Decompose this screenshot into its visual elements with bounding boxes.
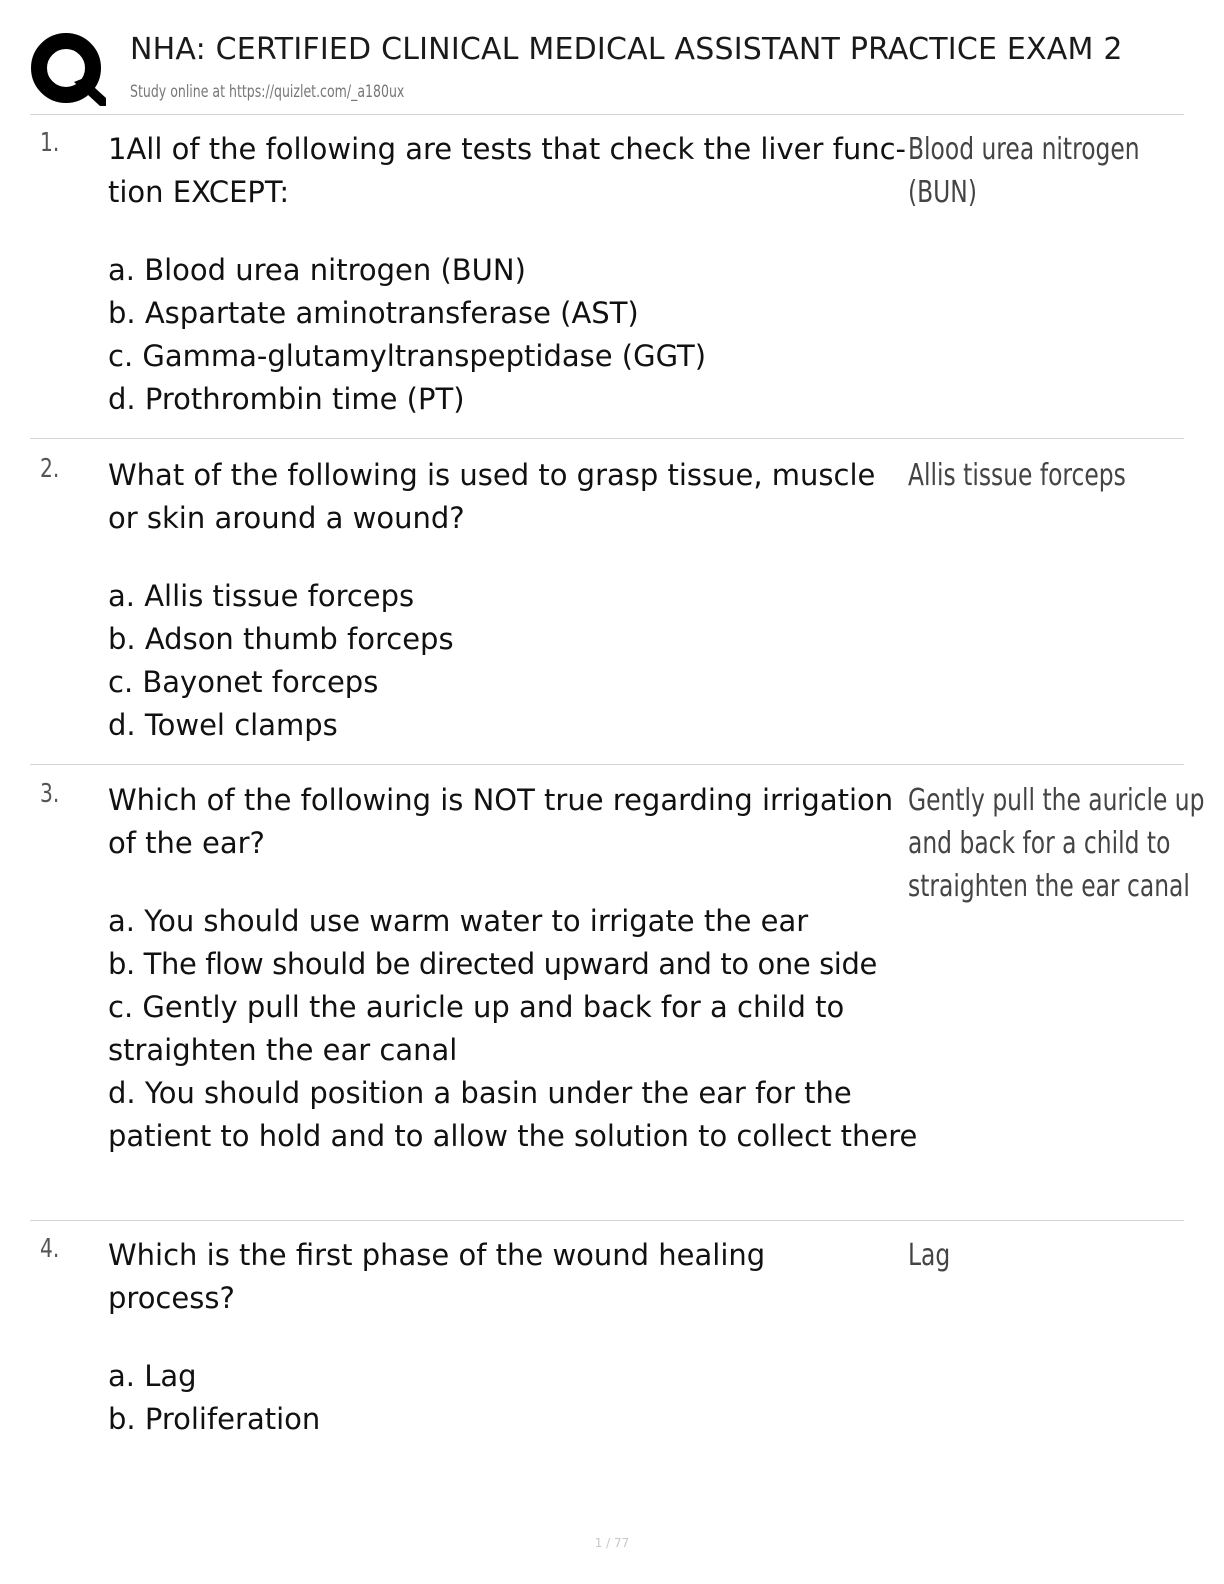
- question-text: Which of the following is NOT true regarding irrigation of the ear?: [108, 783, 894, 860]
- question-number: 1.: [40, 128, 60, 158]
- question-card: [30, 1234, 1184, 1464]
- choice-item: b. Adson thumb forceps: [108, 622, 454, 656]
- question-body: [108, 1234, 808, 1441]
- choice-item: c. Bayonet forceps: [108, 665, 379, 699]
- choice-item: d. Towel clamps: [108, 708, 338, 742]
- question-body: [108, 454, 908, 747]
- choice-item: a. You should use warm water to irrigate the ear: [108, 904, 809, 938]
- question-card: [30, 779, 1205, 1221]
- answer-line: straighten the ear canal: [908, 869, 1190, 904]
- header-divider: [30, 114, 1184, 115]
- answer: [908, 779, 1205, 908]
- answer-line: Lag: [908, 1238, 951, 1273]
- answer-line: Gently pull the auricle up: [908, 783, 1205, 818]
- answer: [908, 1234, 1142, 1277]
- choice-item: b. Proliferation: [108, 1402, 321, 1436]
- question-number: 2.: [40, 454, 60, 484]
- answer-line: Blood urea nitrogen: [908, 132, 1140, 167]
- quizlet-q-logo-icon: [30, 32, 106, 108]
- question-body: [108, 779, 918, 1158]
- question-number: 4.: [40, 1234, 60, 1264]
- question-text: Which is the first phase of the wound healing process?: [108, 1238, 766, 1315]
- question-card: [30, 128, 1184, 439]
- choice-item: c. Gently pull the auricle up and back for a child to straighten the ear canal: [108, 990, 845, 1067]
- question-divider: [30, 764, 1184, 765]
- answer-line: Allis tissue forceps: [908, 458, 1126, 493]
- choice-item: a. Allis tissue forceps: [108, 579, 415, 613]
- choice-item: d. Prothrombin time (PT): [108, 382, 465, 416]
- question-number: 3.: [40, 779, 60, 809]
- choice-item: a. Lag: [108, 1359, 197, 1393]
- question-divider: [30, 438, 1184, 439]
- choice-item: b. Aspartate aminotransferase (AST): [108, 296, 639, 330]
- answer-line: (BUN): [908, 175, 977, 210]
- answer: [908, 128, 1142, 214]
- page-number: 1 / 77: [594, 1536, 630, 1550]
- choice-list: [108, 1355, 808, 1441]
- answer-line: and back for a child to: [908, 826, 1171, 861]
- study-online-link[interactable]: Study online at https://quizlet.com/_a180ux: [130, 82, 405, 102]
- question-text: What of the following is used to grasp tissue, muscle or skin around a wound?: [108, 458, 876, 535]
- choice-list: [108, 575, 908, 747]
- question-text: 1All of the following are tests that check the liver func-tion EXCEPT:: [108, 132, 907, 209]
- question-body: [108, 128, 908, 421]
- question-divider: [30, 1220, 1184, 1221]
- choice-item: a. Blood urea nitrogen (BUN): [108, 253, 526, 287]
- page-header: [28, 28, 1184, 114]
- document-title: NHA: CERTIFIED CLINICAL MEDICAL ASSISTANT PRACTICE EXAM 2: [130, 32, 1123, 67]
- choice-list: [108, 249, 908, 421]
- choice-item: d. You should position a basin under the ear for the patient to hold and to allow the solution to collect there: [108, 1076, 918, 1153]
- question-card: [30, 454, 1184, 765]
- choice-item: b. The flow should be directed upward and to one side: [108, 947, 877, 981]
- choice-item: c. Gamma-glutamyltranspeptidase (GGT): [108, 339, 707, 373]
- answer: [908, 454, 1142, 497]
- choice-list: [108, 900, 918, 1158]
